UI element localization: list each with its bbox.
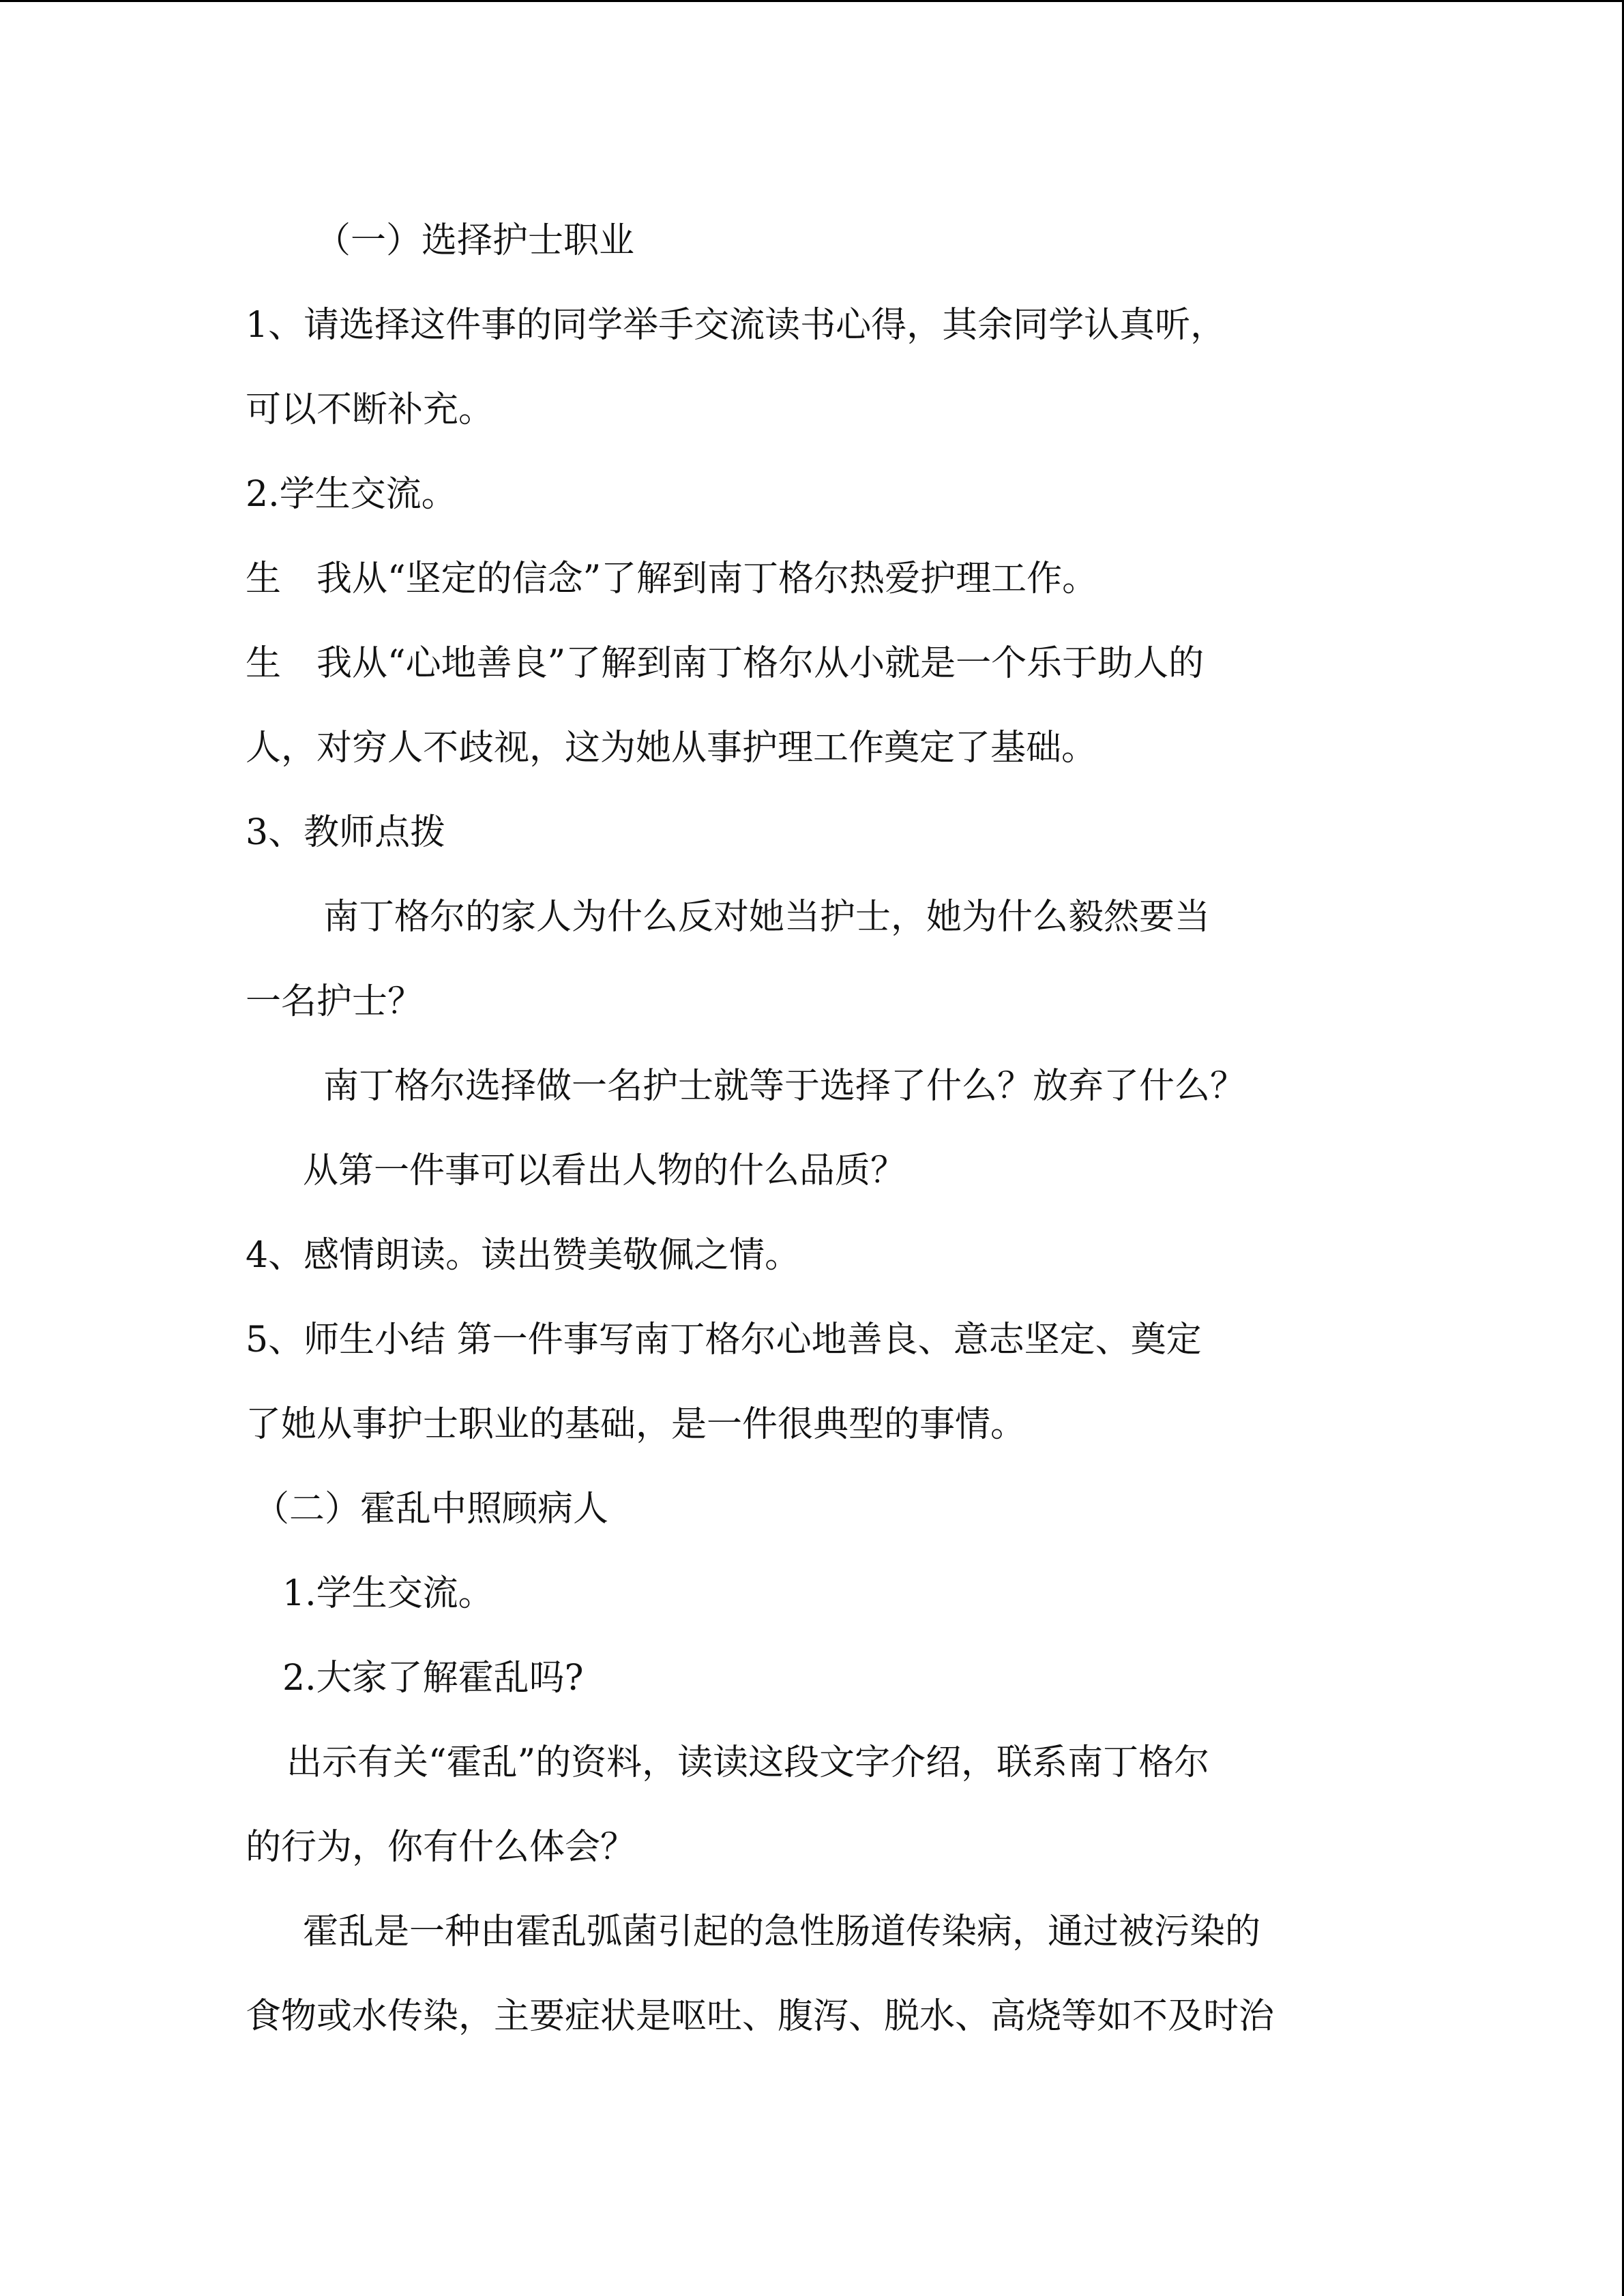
text-line: 南丁格尔选择做一名护士就等于选择了什么？放弃了什么？ (323, 1066, 1246, 1107)
text-line: 的行为，你有什么体会？ (246, 1827, 636, 1868)
text-line: 了她从事护士职业的基础，是一件很典型的事情。 (246, 1404, 1027, 1445)
text-line: 食物或水传染，主要症状是呕吐、腹泻、脱水、高烧等如不及时治 (246, 1996, 1275, 2037)
section-heading-1: （一）选择护士职业 (315, 220, 635, 261)
text-line: 4、感情朗读。读出赞美敬佩之情。 (246, 1235, 801, 1276)
text-line: 5、师生小结 第一件事写南丁格尔心地善良、意志坚定、奠定 (246, 1320, 1202, 1360)
text-line: 2.大家了解霍乱吗? (282, 1658, 584, 1699)
text-line: 出示有关“霍乱”的资料，读读这段文字介绍，联系南丁格尔 (286, 1742, 1210, 1783)
section-heading-2: （二）霍乱中照顾病人 (254, 1489, 609, 1530)
text-line: 从第一件事可以看出人物的什么品质？ (303, 1150, 906, 1191)
text-line: 1.学生交流。 (282, 1573, 494, 1614)
text-line: 1、请选择这件事的同学举手交流读书心得，其余同学认真听， (246, 305, 1226, 346)
text-line: 南丁格尔的家人为什么反对她当护士，她为什么毅然要当 (323, 897, 1211, 938)
text-line: 可以不断补充。 (246, 389, 494, 430)
text-line: 3、教师点拨 (246, 812, 446, 853)
text-line: 一名护士？ (246, 981, 424, 1022)
text-line: 霍乱是一种由霍乱弧菌引起的急性肠道传染病，通过被污染的 (303, 1911, 1261, 1952)
text-line: 生 我从“坚定的信念”了解到南丁格尔热爱护理工作。 (246, 558, 1098, 599)
text-line: 2.学生交流。 (246, 474, 457, 515)
text-line: 生 我从“心地善良”了解到南丁格尔从小就是一个乐于助人的 (246, 643, 1205, 684)
text-line: 人，对穷人不歧视，这为她从事护理工作奠定了基础。 (246, 728, 1097, 769)
